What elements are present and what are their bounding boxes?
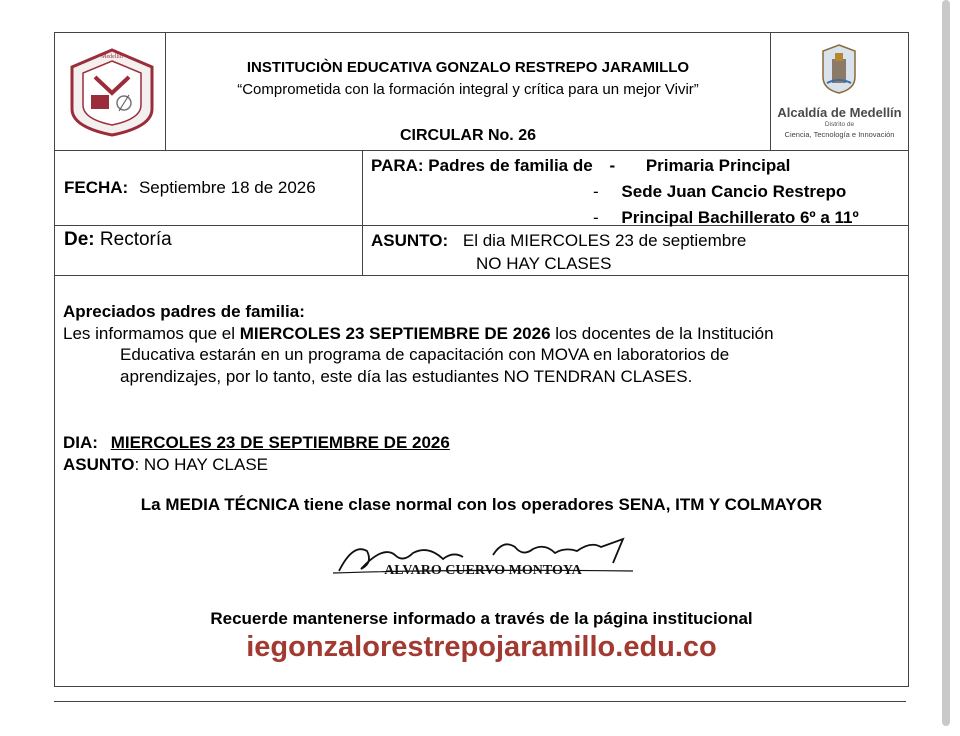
right-logo-cell xyxy=(770,33,908,150)
fecha-value: Septiembre 18 de 2026 xyxy=(138,178,316,197)
school-crest-icon xyxy=(67,47,157,137)
asunto2-label: ASUNTO xyxy=(63,454,135,474)
para-item-1: Primaria Principal xyxy=(645,156,791,175)
para-line-1 xyxy=(371,153,859,179)
city-title: Alcaldía de Medellín xyxy=(777,105,902,120)
asunto-block xyxy=(371,229,746,275)
para-block xyxy=(371,153,859,231)
de-asunto-row xyxy=(55,225,908,276)
column-divider xyxy=(362,225,363,275)
body-paragraph xyxy=(63,301,893,387)
body-p1-start: Les informamos que el xyxy=(63,323,235,343)
de-label: De: xyxy=(64,229,95,250)
body-p1-end: los docentes de la Institución xyxy=(555,323,774,343)
signature-name: ALVARO CUERVO MONTOYA xyxy=(384,563,582,578)
fecha xyxy=(64,178,316,198)
fecha-para-row xyxy=(55,150,908,226)
body-line-3: aprendizajes, por lo tanto, este día las estudiantes NO TENDRAN CLASES. xyxy=(120,366,693,386)
recuerde-note: Recuerde mantenerse informado a través de la página institucional xyxy=(210,609,753,628)
city-line2: Ciencia, Tecnología e Innovación xyxy=(784,130,895,139)
media-tecnica-note: La MEDIA TÉCNICA tiene clase normal con los operadores SENA, ITM Y COLMAYOR xyxy=(140,495,823,514)
para-item-3: Principal Bachillerato 6º a 11º xyxy=(621,208,859,227)
institution-motto: “Comprometida con la formación integral y crítica para un mejor Vivir” xyxy=(237,81,699,98)
asunto2-line xyxy=(63,454,450,476)
city-line1: Distrito de xyxy=(824,121,855,128)
de xyxy=(64,229,172,251)
dia-value-wrap xyxy=(111,433,450,452)
para-label: PARA: Padres de familia de xyxy=(371,156,593,175)
dia-block xyxy=(63,432,450,475)
body-p1-bold: MIERCOLES 23 SEPTIEMBRE DE 2026 xyxy=(239,323,551,343)
dia-line xyxy=(63,432,450,454)
dia-label: DIA: xyxy=(63,433,98,452)
circular-number: CIRCULAR No. 26 xyxy=(399,127,536,144)
asunto-line-1 xyxy=(371,229,746,252)
para-dash-3: - xyxy=(593,208,599,227)
para-item-2: Sede Juan Cancio Restrepo xyxy=(621,182,847,201)
scrollbar[interactable] xyxy=(942,0,950,726)
body-line-1 xyxy=(63,323,893,345)
asunto-line2: NO HAY CLASES xyxy=(476,254,612,273)
institution-name: INSTITUCIÒN EDUCATIVA GONZALO RESTREPO JARAMILLO xyxy=(246,59,690,76)
body-line-2: Educativa estarán en un programa de capacitación con MOVA en laboratorios de xyxy=(120,345,730,364)
greeting: Apreciados padres de familia: xyxy=(63,302,305,321)
website-link[interactable]: iegonzalorestrepojaramillo.edu.co xyxy=(246,631,717,663)
asunto2-value: : NO HAY CLASE xyxy=(134,454,269,474)
circular-document xyxy=(54,32,909,687)
asunto-label: ASUNTO: xyxy=(371,231,449,250)
para-dash-1: - xyxy=(609,156,616,175)
para-line-2 xyxy=(371,179,859,205)
dia-value: MIERCOLES 23 DE SEPTIEMBRE DE 2026 xyxy=(110,433,450,452)
fecha-label: FECHA: xyxy=(64,178,129,197)
city-seal-icon xyxy=(819,43,859,95)
signature xyxy=(333,533,633,581)
crest-text-top: Medellín xyxy=(101,54,123,60)
asunto-line1: El dia MIERCOLES 23 de septiembre xyxy=(462,231,747,250)
header-center xyxy=(166,33,770,150)
header-row xyxy=(55,33,908,151)
page-bottom-divider xyxy=(54,701,906,702)
column-divider xyxy=(362,150,363,225)
para-dash-2: - xyxy=(593,182,599,201)
de-value: Rectoría xyxy=(99,229,172,250)
left-logo-cell xyxy=(55,33,166,150)
